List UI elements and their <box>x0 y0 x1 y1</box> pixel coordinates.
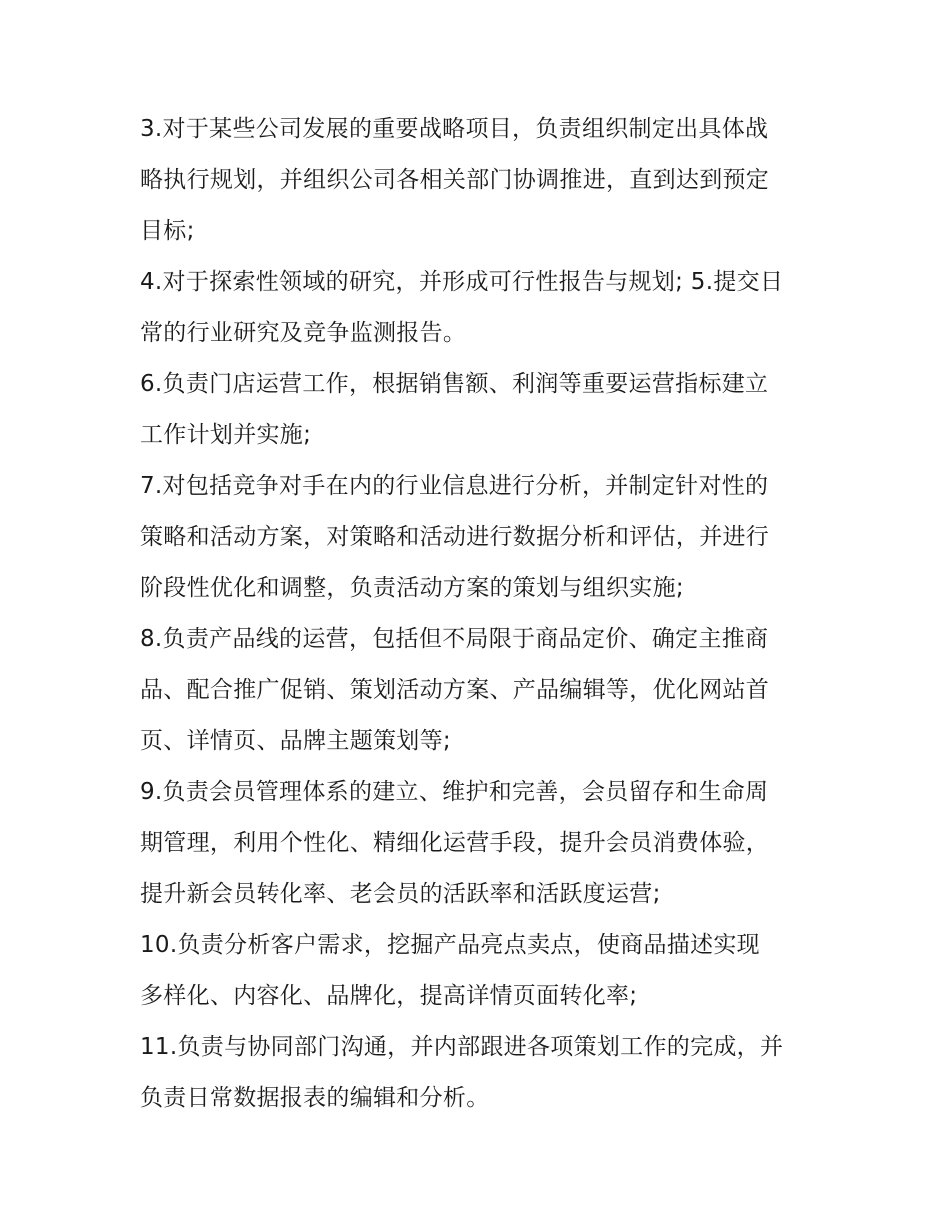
paragraph-item-9: 9.负责会员管理体系的建立、维护和完善，会员留存和生命周 期管理，利用个性化、精细化运营手段，提升会员消费体验， 提升新会员转化率、老会员的活跃率和活跃度运营; <box>140 779 770 907</box>
paragraph-item-11: 11.负责与协同部门沟通，并内部跟进各项策划工作的完成，并 负责日常数据报表的编辑和分析。 <box>140 1034 784 1111</box>
document-body <box>140 104 815 1124</box>
paragraph-item-10: 10.负责分析客户需求，挖掘产品亮点卖点，使商品描述实现 多样化、内容化、品牌化，提高详情页面转化率; <box>140 932 760 1009</box>
paragraph-item-6: 6.负责门店运营工作，根据销售额、利润等重要运营指标建立 工作计划并实施; <box>140 371 769 448</box>
paragraph-item-3: 3.对于某些公司发展的重要战略项目，负责组织制定出具体战 略执行规划，并组织公司各相关部门协调推进，直到达到预定 目标; <box>140 116 770 244</box>
paragraph-item-8: 8.负责产品线的运营，包括但不局限于商品定价、确定主推商 品、配合推广促销、策划活动方案、产品编辑等，优化网站首 页、详情页、品牌主题策划等; <box>140 626 770 754</box>
paragraph-item-7: 7.对包括竞争对手在内的行业信息进行分析，并制定针对性的 策略和活动方案，对策略和活动进行数据分析和评估，并进行 阶段性优化和调整，负责活动方案的策划与组织实施; <box>140 473 770 601</box>
paragraph-item-4-5: 4.对于探索性领域的研究，并形成可行性报告与规划; 5.提交日 常的行业研究及竞争监测报告。 <box>140 269 784 346</box>
